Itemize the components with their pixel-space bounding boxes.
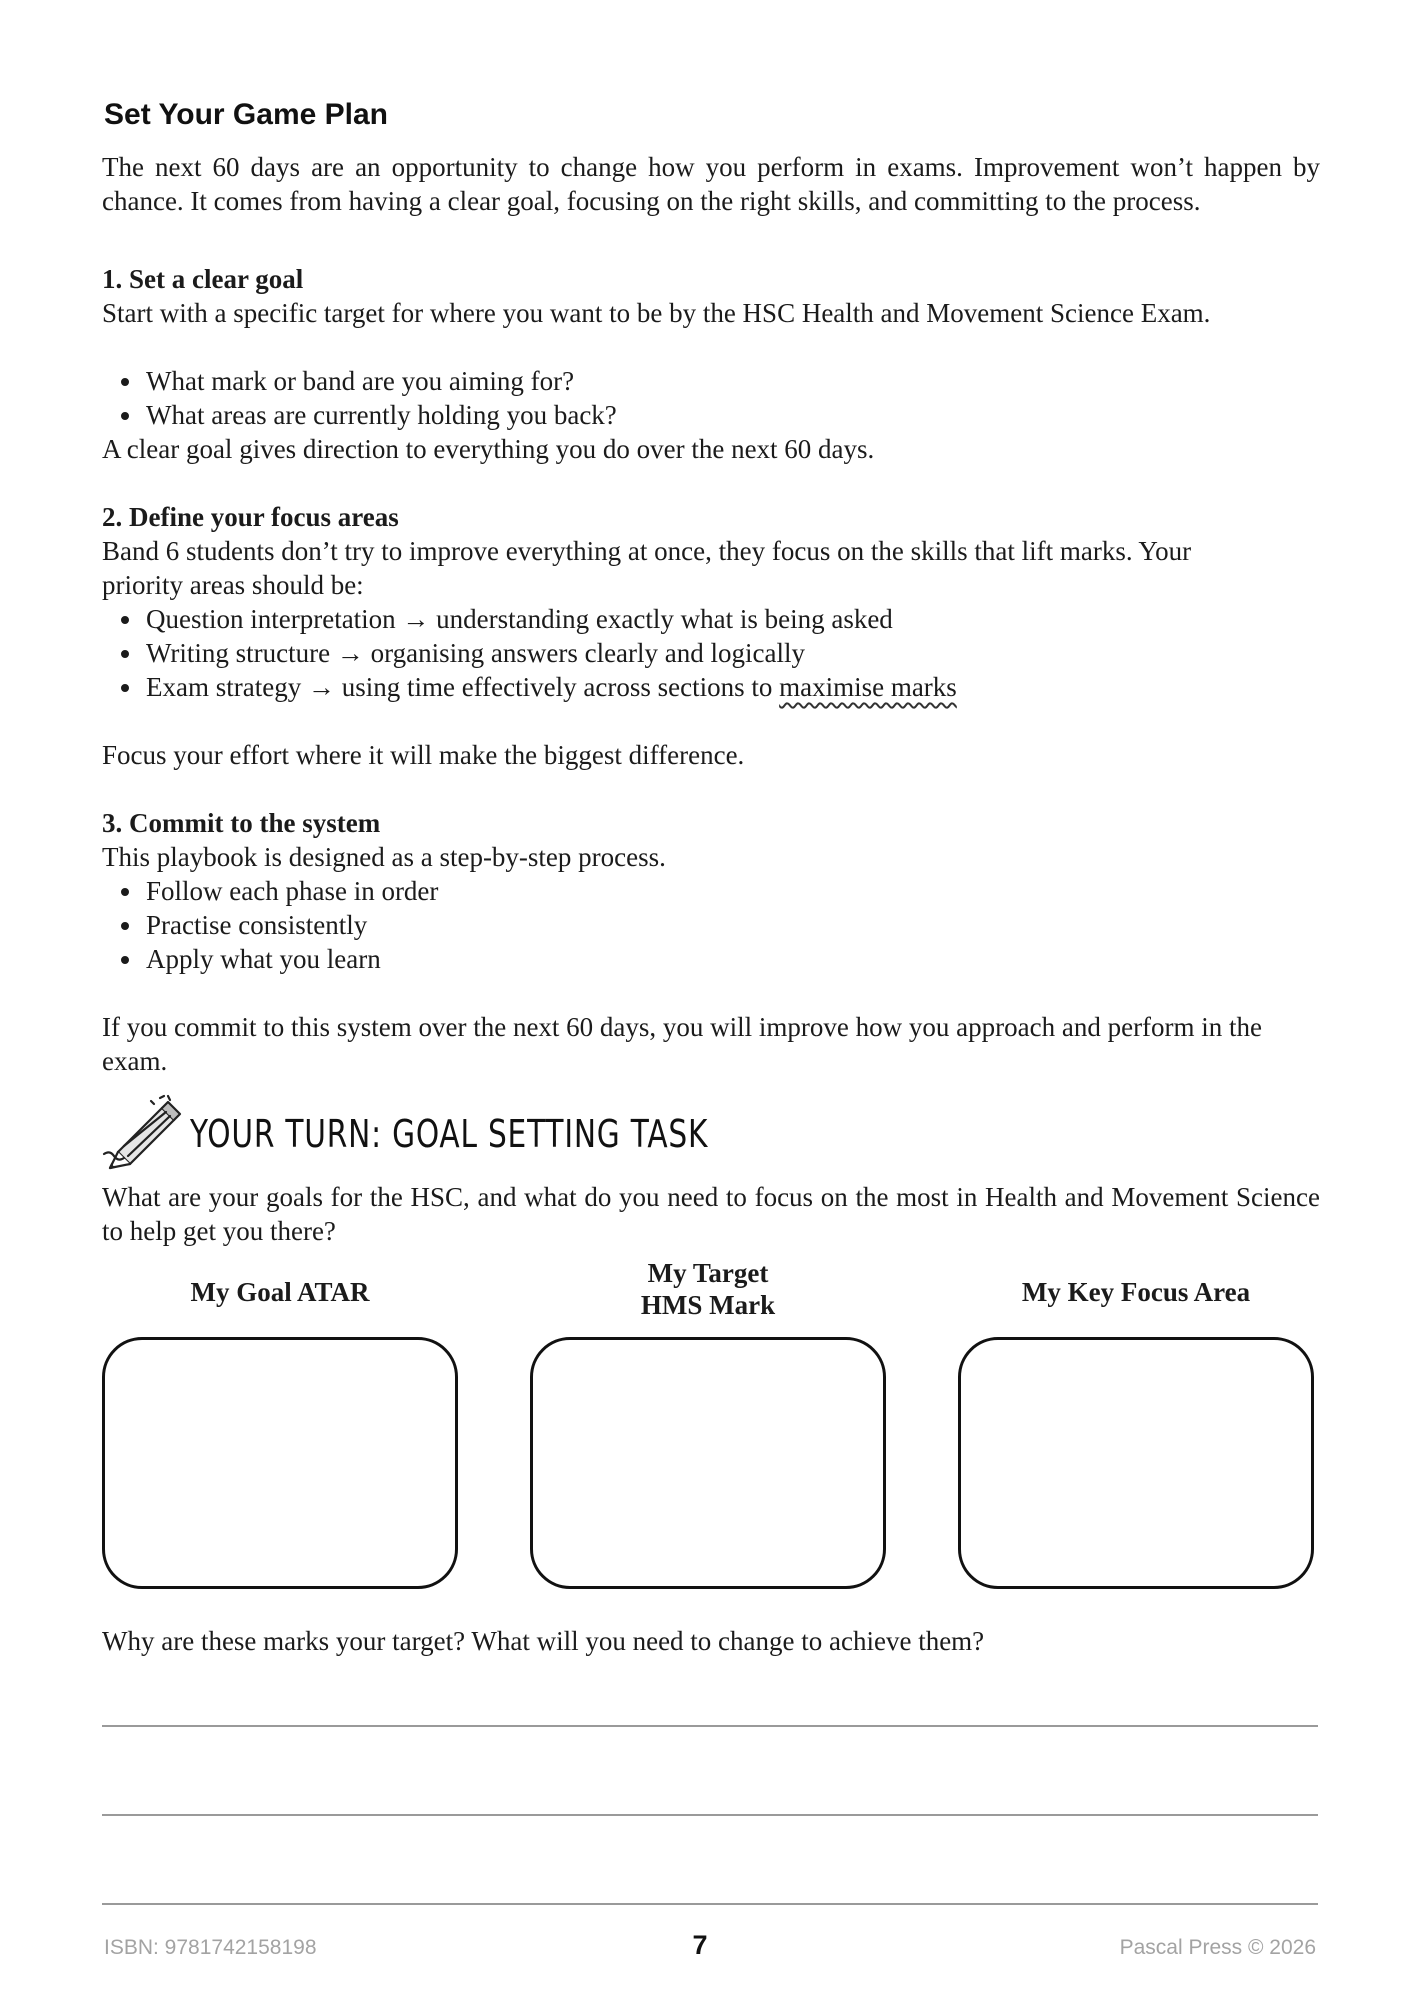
key-focus-area-label: My Key Focus Area: [1021, 1277, 1251, 1307]
goal-atar-box[interactable]: [102, 1337, 458, 1589]
section-3-heading: 3. Commit to the system: [102, 808, 381, 838]
footer-divider: [102, 1903, 1318, 1905]
pencil-icon: [100, 1094, 184, 1170]
section-3-bullets: [102, 874, 1354, 976]
label-line: My Target: [647, 1258, 769, 1288]
list-item: • Apply what you learn: [144, 942, 1354, 976]
section-3-closing: If you commit to this system over the next 60 days, you will improve how you approach and perform in the exam.: [102, 1012, 1263, 1076]
section-1-closing: A clear goal gives direction to everything you do over the next 60 days.: [102, 434, 875, 464]
list-item: • Practise consistently: [144, 908, 1354, 942]
intro-paragraph: The next 60 days are an opportunity to change how you perform in exams. Improvement won’t happen by chance. It comes from having a clear goal, focusing on the right skills, and committing to the process.: [102, 152, 1320, 216]
section-2-closing: Focus your effort where it will make the biggest difference.: [102, 740, 745, 770]
list-item: [144, 670, 1354, 704]
task-prompt: What are your goals for the HSC, and what do you need to focus on the most in Health and Movement Science to help get you there?: [102, 1182, 1320, 1246]
section-2-bullets: [102, 602, 1354, 704]
page-title: Set Your Game Plan: [104, 98, 388, 131]
section-2-heading: 2. Define your focus areas: [102, 502, 399, 532]
list-item: • What mark or band are you aiming for?: [144, 364, 1354, 398]
goal-atar-label: My Goal ATAR: [190, 1277, 370, 1307]
list-item: • Follow each phase in order: [144, 874, 1354, 908]
section-1-body: Start with a specific target for where you want to be by the HSC Health and Movement Science Exam.: [102, 298, 1211, 328]
section-3-body: This playbook is designed as a step-by-step process.: [102, 842, 666, 872]
publisher-text: Pascal Press © 2026: [1119, 1936, 1316, 1959]
label-line: HMS Mark: [640, 1290, 776, 1320]
reflection-question: Why are these marks your target? What will you need to change to achieve them?: [102, 1626, 985, 1656]
section-1-bullets: [102, 364, 1354, 432]
underlined-phrase: maximise marks: [779, 672, 957, 702]
bullet-text: Exam strategy → using time effectively across sections to: [146, 672, 780, 702]
section-1-heading: 1. Set a clear goal: [102, 264, 304, 294]
answer-line[interactable]: [102, 1814, 1318, 1816]
isbn-text: ISBN: 9781742158198: [104, 1936, 317, 1959]
target-hms-mark-label: [530, 1257, 886, 1321]
list-item: • Writing structure → organising answers clearly and logically: [144, 636, 1354, 670]
list-item: • What areas are currently holding you back?: [144, 398, 1354, 432]
list-item: • Question interpretation → understanding exactly what is being asked: [144, 602, 1354, 636]
target-hms-mark-box[interactable]: [530, 1337, 886, 1589]
section-2-body: Band 6 students don’t try to improve everything at once, they focus on the skills that lift marks. Your priority areas should be:: [102, 536, 1192, 600]
task-title: YOUR TURN: GOAL SETTING TASK: [190, 1112, 709, 1156]
page-number: 7: [692, 1930, 708, 1960]
key-focus-area-box[interactable]: [958, 1337, 1314, 1589]
answer-line[interactable]: [102, 1725, 1318, 1727]
